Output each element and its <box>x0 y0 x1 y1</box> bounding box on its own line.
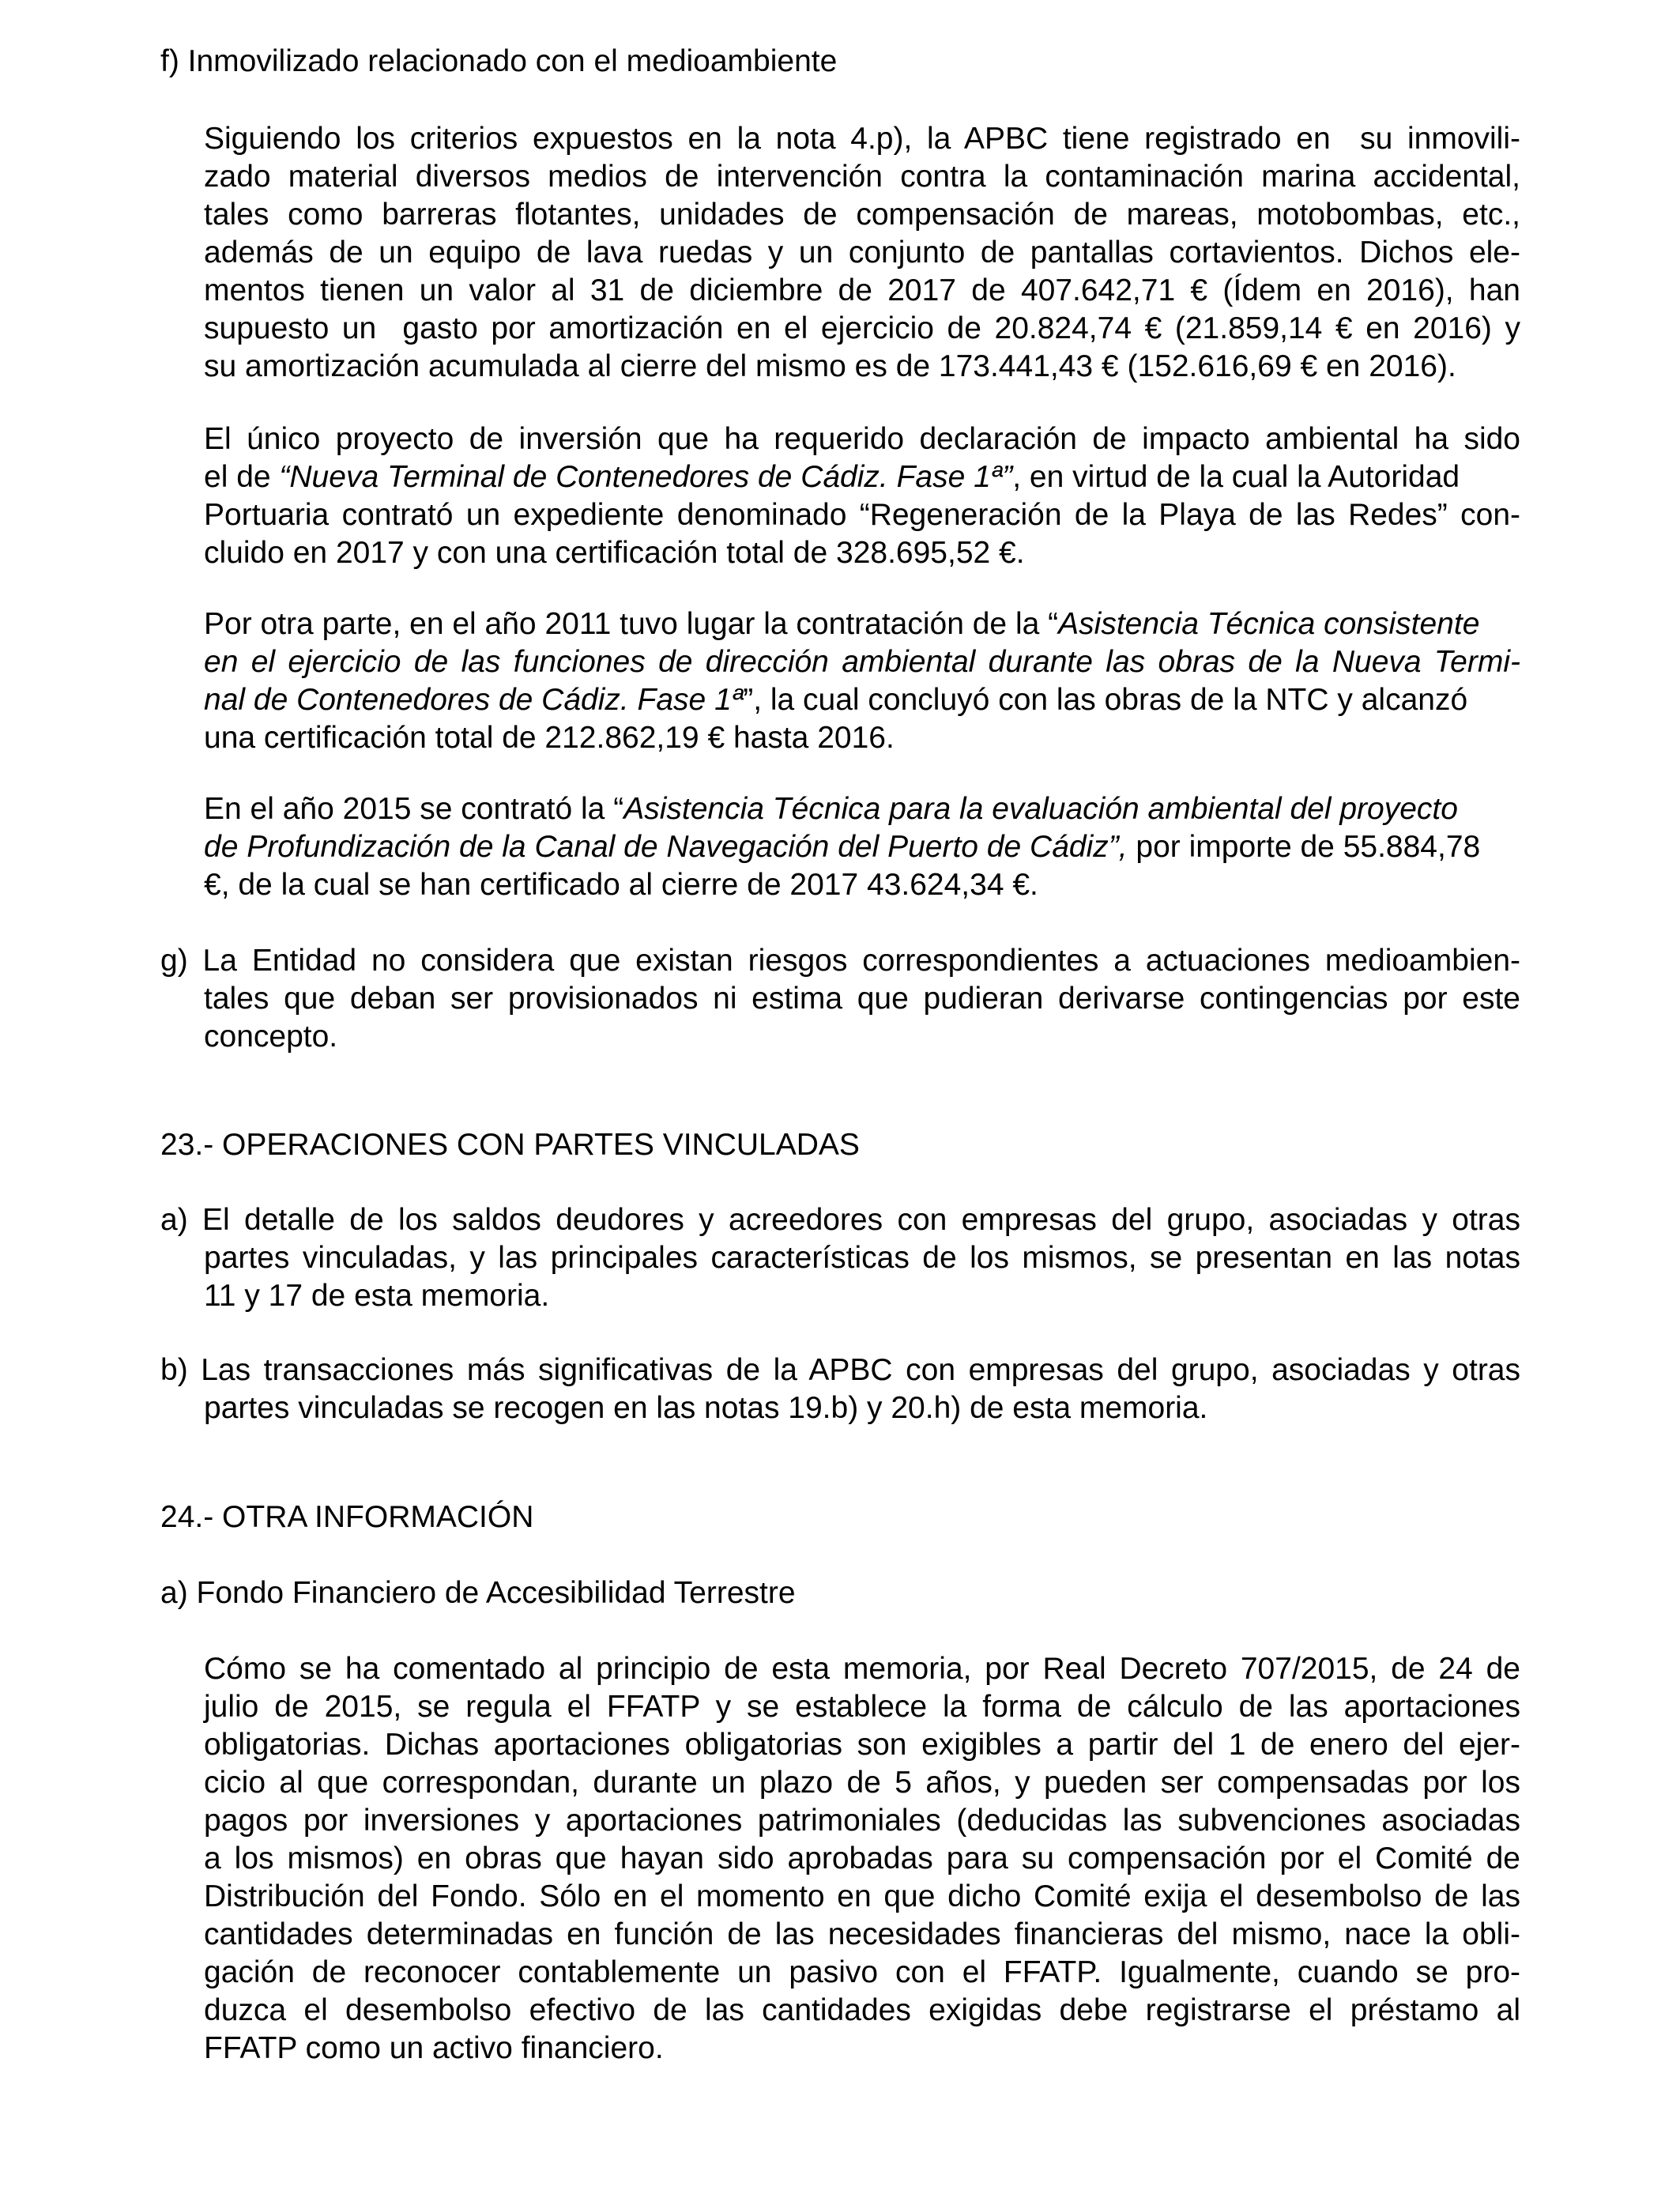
contract-title-italic: Asistencia Técnica consistente <box>1058 607 1480 641</box>
section-f-p1-line: supuesto un gasto por amortización en el ejercicio de 20.824,74 € (21.859,14 € en 2016) y <box>204 311 1520 345</box>
contract-title-italic: de Profundización de la Canal de Navegación del Puerto de Cádiz”, <box>204 830 1128 864</box>
section-23-a-line: partes vinculadas, y las principales características de los mismos, se presentan en las notas <box>204 1241 1520 1275</box>
section-f-p4-line <box>204 790 1458 828</box>
section-g-line: tales que deban ser provisionados ni estima que pudieran derivarse contingencias por este <box>204 982 1520 1016</box>
text-run: el de <box>204 460 280 494</box>
section-f-p2-line: El único proyecto de inversión que ha requerido declaración de impacto ambiental ha sido <box>204 422 1520 456</box>
text-run: por importe de 55.884,78 <box>1127 830 1481 864</box>
section-f-p1-line: además de un equipo de lava ruedas y un conjunto de pantallas cortavientos. Dichos ele- <box>204 236 1520 270</box>
project-title-italic: “Nueva Terminal de Contenedores de Cádiz. Fase 1ª” <box>279 460 1013 494</box>
section-24-a-line: a los mismos) en obras que hayan sido aprobadas para su compensación por el Comité de <box>204 1842 1520 1875</box>
section-f-p1-line: zado material diversos medios de intervención contra la contaminación marina accidental, <box>204 160 1520 194</box>
section-23-a-line: a) El detalle de los saldos deudores y acreedores con empresas del grupo, asociadas y otras <box>160 1203 1520 1237</box>
section-24-a-line: FFATP como un activo financiero. <box>204 2031 664 2065</box>
text-run: , en virtud de la cual la Autoridad <box>1012 460 1460 494</box>
section-f-p4-line: €, de la cual se han certificado al cierre de 2017 43.624,34 €. <box>204 868 1038 902</box>
section-g-line: concepto. <box>204 1020 338 1054</box>
text-run: ”, la cual concluyó con las obras de la NTC y alcanzó <box>743 683 1468 717</box>
section-24-a-line: cantidades determinadas en función de las necesidades financieras del mismo, nace la obli- <box>204 1917 1520 1951</box>
section-f-p2-line <box>204 458 1460 496</box>
section-23-b-line: b) Las transacciones más significativas de la APBC con empresas del grupo, asociadas y otras <box>160 1353 1520 1387</box>
section-f-p1-line: mentos tienen un valor al 31 de diciembre de 2017 de 407.642,71 € (Ídem en 2016), han <box>204 273 1520 307</box>
section-24-a-heading: a) Fondo Financiero de Accesibilidad Terrestre <box>160 1576 796 1610</box>
contract-title-italic: nal de Contenedores de Cádiz. Fase 1ª <box>204 683 744 717</box>
section-24-a-line: gación de reconocer contablemente un pasivo con el FFATP. Igualmente, cuando se pro- <box>204 1955 1520 1989</box>
section-f-p1-line: su amortización acumulada al cierre del mismo es de 173.441,43 € (152.616,69 € en 2016). <box>204 349 1456 383</box>
section-24-a-line: duzca el desembolso efectivo de las cantidades exigidas debe registrarse el préstamo al <box>204 1993 1520 2027</box>
section-24-a-line: obligatorias. Dichas aportaciones obligatorias son exigibles a partir del 1 de enero del ejer- <box>204 1728 1520 1762</box>
section-23-b-line: partes vinculadas se recogen en las notas 19.b) y 20.h) de esta memoria. <box>204 1391 1208 1425</box>
section-f-p3-line: una certificación total de 212.862,19 € hasta 2016. <box>204 721 895 755</box>
contract-title-italic: Asistencia Técnica para la evaluación ambiental del proyecto <box>623 792 1458 826</box>
section-23-a-line: 11 y 17 de esta memoria. <box>204 1279 550 1313</box>
section-f-p1-line: Siguiendo los criterios expuestos en la nota 4.p), la APBC tiene registrado en su inmovili- <box>204 122 1520 156</box>
section-f-p3-line: en el ejercicio de las funciones de dirección ambiental durante las obras de la Nueva Termi- <box>204 645 1520 679</box>
section-f-p3-line <box>204 605 1479 643</box>
section-24-a-line: Distribución del Fondo. Sólo en el momento en que dicho Comité exija el desembolso de las <box>204 1879 1520 1913</box>
text-run: Por otra parte, en el año 2011 tuvo lugar la contratación de la “ <box>204 607 1059 641</box>
section-f-heading: f) Inmovilizado relacionado con el medioambiente <box>160 44 838 78</box>
section-f-p2-line: Portuaria contrató un expediente denominado “Regeneración de la Playa de las Redes” con- <box>204 498 1520 532</box>
section-24-a-line: pagos por inversiones y aportaciones patrimoniales (deducidas las subvenciones asociadas <box>204 1804 1520 1838</box>
section-f-p2-line: cluido en 2017 y con una certificación total de 328.695,52 €. <box>204 536 1025 570</box>
section-24-heading: 24.- OTRA INFORMACIÓN <box>160 1500 534 1534</box>
section-g-line: g) La Entidad no considera que existan riesgos correspondientes a actuaciones medioambien- <box>160 944 1520 978</box>
section-f-p4-line <box>204 828 1480 866</box>
text-run: En el año 2015 se contrató la “ <box>204 792 624 826</box>
section-f-p3-line <box>204 681 1467 719</box>
section-24-a-line: julio de 2015, se regula el FFATP y se establece la forma de cálculo de las aportaciones <box>204 1690 1520 1724</box>
section-f-p1-line: tales como barreras flotantes, unidades de compensación de mareas, motobombas, etc., <box>204 198 1520 232</box>
section-23-heading: 23.- OPERACIONES CON PARTES VINCULADAS <box>160 1128 860 1162</box>
section-24-a-line: Cómo se ha comentado al principio de esta memoria, por Real Decreto 707/2015, de 24 de <box>204 1652 1520 1686</box>
section-24-a-line: cicio al que correspondan, durante un plazo de 5 años, y pueden ser compensadas por los <box>204 1766 1520 1800</box>
